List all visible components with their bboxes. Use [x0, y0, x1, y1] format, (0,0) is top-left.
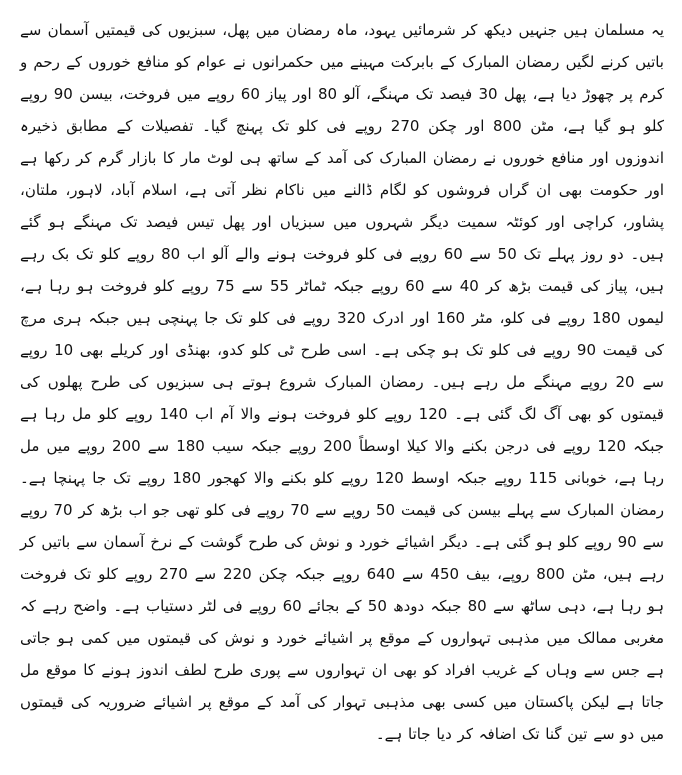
article-paragraph: یہ مسلمان ہیں جنہیں دیکھ کر شرمائیں یہود، ماہ رمضان میں پھل، سبزیوں کی قیمتیں آسمان سے باتیں کرنے لگیں رمضان المبارک کے بابرکت مہینے میں حکمرانوں نے عوام کو منافع خوروں کے رحم و کرم پر چھوڑ دیا ہے، پھل 30 فیصد تک مہنگے، آلو 80 اور پیاز 60 روپے میں فروخت، بیسن 90 روپے کلو ہو گیا ہے، مٹن 800 اور چکن 270 روپے فی کلو تک پہنچ گیا۔ تفصیلات کے مطابق ذخیرہ اندوزوں اور منافع خوروں نے رمضان المبارک کی آمد کے ساتھ ہی لوٹ مار کا بازار گرم کر رکھا ہے اور حکومت بھی ان گراں فروشوں کو لگام ڈالنے میں ناکام نظر آتی ہے، اسلام آباد، لاہور، ملتان، پشاور، کراچی اور کوئٹہ سمیت دیگر شہروں میں سبزیاں اور پھل تیس فیصد تک مہنگے ہو گئے ہیں۔ دو روز پہلے تک 50 سے 60 روپے فی کلو فروخت ہونے والے آلو اب 80 روپے کلو تک بک رہے ہیں، پیاز کی قیمت بڑھ کر 40 سے 60 روپے جبکہ ٹماٹر 55 سے 75 روپے کلو فروخت ہو رہا ہے، لیموں 180 روپے فی کلو، مٹر 160 اور ادرک 320 روپے فی کلو تک جا پہنچی ہیں جبکہ ہری مرچ کی قیمت 90 روپے فی کلو تک ہو چکی ہے۔ اسی طرح ٹی کلو کدو، بھنڈی اور کریلے بھی 10 روپے سے 20 روپے مہنگے مل رہے ہیں۔ رمضان المبارک شروع ہوتے ہی سبزیوں کی طرح پھلوں کی قیمتوں کو بھی آگ لگ گئی ہے۔ 120 روپے کلو فروخت ہونے والا آم اب 140 روپے کلو مل رہا ہے جبکہ 120 روپے فی درجن بکنے والا کیلا اوسطاً 200 روپے جبکہ سیب 180 سے 200 روپے میں مل رہا ہے، خوبانی 115 روپے جبکہ اوسط 120 روپے کلو بکنے والا کھجور 180 روپے تک جا پہنچا ہے۔ رمضان المبارک سے پہلے بیسن کی قیمت 50 روپے سے 70 روپے فی کلو تھی جو اب بڑھ کر 70 روپے سے 90 روپے کلو ہو گئی ہے۔ دیگر اشیائے خورد و نوش کی طرح گوشت کے نرخ آسمان سے باتیں کر رہے ہیں، مٹن 800 روپے، بیف 450 سے 640 روپے جبکہ چکن 220 سے 270 روپے کلو تک فروخت ہو رہا ہے، دہی ساٹھ سے 80 جبکہ دودھ 50 کے بجائے 60 روپے فی لٹر دستیاب ہے۔ واضح رہے کہ مغربی ممالک میں مذہبی تہواروں کے موقع پر اشیائے خورد و نوش کی قیمتوں میں کمی ہو جاتی ہے جس سے وہاں کے غریب افراد کو بھی ان تہواروں سے پوری طرح لطف اندوز ہونے کا موقع مل جاتا ہے لیکن پاکستان میں کسی بھی مذہبی تہوار کی آمد کے موقع پر اشیائے ضروریہ کی قیمتوں میں دو سے تین گنا تک اضافہ کر دیا جاتا ہے۔ [20, 21, 665, 743]
article-body [20, 14, 664, 750]
